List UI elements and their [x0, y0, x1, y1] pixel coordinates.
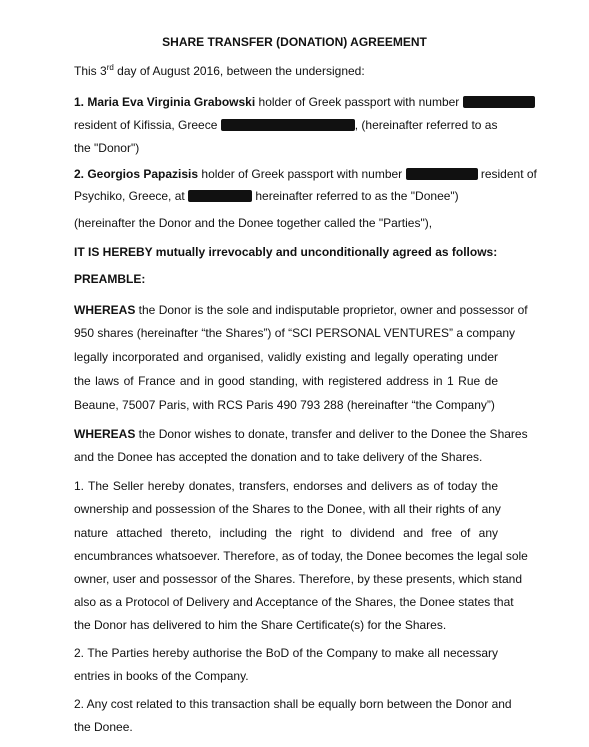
parties-definition: (hereinafter the Donor and the Donee together called the "Parties"), [74, 216, 433, 230]
whereas2-line: and the Donee has accepted the donation and to take delivery of the Shares. [74, 450, 483, 464]
party2-line1: 2. Georgios Papazisis holder of Greek passport with number resident of [74, 167, 537, 181]
clause1-line: also as a Protocol of Delivery and Acceptance of the Shares, the Donee states that [74, 595, 514, 609]
clause2-line: 2. The Parties hereby authorise the BoD of the Company to make all necessary [74, 646, 498, 660]
whereas1-line: 950 shares (hereinafter “the Shares”) of “SCI PERSONAL VENTURES” a company [74, 326, 516, 340]
clause2-line: entries in books of the Company. [74, 669, 249, 683]
party1-line1: 1. Maria Eva Virginia Grabowski holder of Greek passport with number [74, 95, 498, 109]
redaction-bar [188, 190, 252, 202]
clause1-line: nature attached thereto, including the right to dividend and free of any [74, 526, 498, 540]
party1-line2: resident of Kifissia, Greece , (hereinafter referred to as [74, 118, 498, 132]
clause1-line: ownership and possession of the Shares to the Donee, with all their rights of any [74, 502, 501, 516]
clause1-line: 1. The Seller hereby donates, transfers, endorses and delivers as of today the [74, 479, 498, 493]
clause3-line: the Donee. [74, 720, 133, 734]
redaction-bar [221, 119, 355, 131]
clause1-line: owner, user and possessor of the Shares. Therefore, by these presents, which stand [74, 572, 523, 586]
party1-line3: the "Donor") [74, 141, 140, 155]
clause1-line: encumbrances whatsoever. Therefore, as of today, the Donee becomes the legal sole [74, 549, 528, 563]
whereas1-line: legally incorporated and organised, validly existing and legally operating under [74, 350, 498, 364]
party1-name: 1. Maria Eva Virginia Grabowski [74, 95, 256, 109]
preamble-heading: PREAMBLE: [74, 272, 146, 286]
whereas1-line: Beaune, 75007 Paris, with RCS Paris 490 793 288 (hereinafter “the Company”) [74, 398, 495, 412]
agreement-statement: IT IS HEREBY mutually irrevocably and unconditionally agreed as follows: [74, 245, 498, 259]
clause1-line: the Donor has delivered to him the Share Certificate(s) for the Shares. [74, 618, 447, 632]
date-line: This 3rd day of August 2016, between the undersigned: [74, 63, 365, 78]
redaction-bar [406, 168, 478, 180]
whereas1-line: the laws of France and in good standing, with registered address in 1 Rue de [74, 374, 498, 388]
whereas1-line: WHEREAS the Donor is the sole and indisputable proprietor, owner and possessor of [74, 303, 528, 317]
party2-name: 2. Georgios Papazisis [74, 167, 199, 181]
redaction-bar [463, 96, 535, 108]
document-title: SHARE TRANSFER (DONATION) AGREEMENT [162, 35, 427, 49]
whereas2-line: WHEREAS the Donor wishes to donate, transfer and deliver to the Donee the Shares [74, 427, 528, 441]
party2-line2: Psychiko, Greece, at hereinafter referred to as the "Donee") [74, 189, 459, 203]
clause3-line: 2. Any cost related to this transaction shall be equally born between the Donor and [74, 697, 512, 711]
